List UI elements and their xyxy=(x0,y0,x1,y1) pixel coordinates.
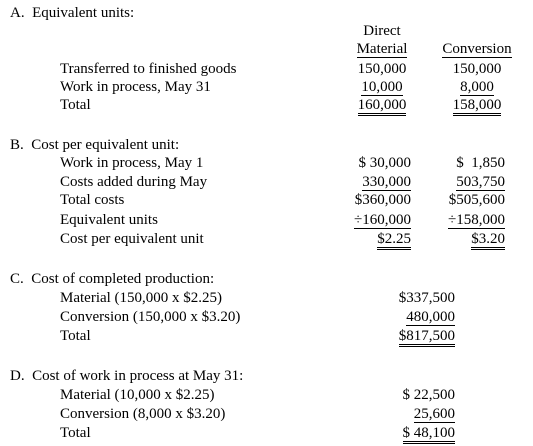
row-value: ÷158,000 xyxy=(448,212,505,228)
row-label: Material (10,000 x $2.25) xyxy=(60,387,215,403)
row-label: Work in process, May 31 xyxy=(60,79,211,95)
row-value: 150,000 xyxy=(452,61,502,77)
section-c-heading: C. Cost of completed production: xyxy=(10,271,215,287)
col-header-direct: Direct xyxy=(363,23,401,39)
section-a-heading: A. Equivalent units: xyxy=(10,5,135,21)
section-b-heading: B. Cost per equivalent unit: xyxy=(10,137,180,153)
row-value: 160,000 xyxy=(340,98,424,113)
row-label: Total costs xyxy=(60,192,125,208)
row-label: Work in process, May 1 xyxy=(60,155,204,171)
section-d-heading: D. Cost of work in process at May 31: xyxy=(10,368,244,384)
row-value: $2.25 xyxy=(341,232,411,247)
row-value: $3.20 xyxy=(435,232,505,247)
row-value: 158,000 xyxy=(434,98,520,113)
row-value: 150,000 xyxy=(357,61,407,77)
row-label: Material (150,000 x $2.25) xyxy=(60,290,223,306)
row-label: Conversion (8,000 x $3.20) xyxy=(60,406,226,422)
row-value: 330,000 xyxy=(362,174,411,190)
row-value: $ 30,000 xyxy=(358,155,411,171)
row-label: Cost per equivalent unit xyxy=(60,231,204,247)
row-label: Equivalent units xyxy=(60,212,158,228)
row-value: ÷160,000 xyxy=(354,212,411,228)
row-label: Costs added during May xyxy=(60,174,208,190)
row-label: Total xyxy=(60,97,91,113)
col-header-conversion: Conversion xyxy=(442,41,512,57)
col-header-material: Material xyxy=(356,41,408,57)
row-value: 503,750 xyxy=(456,174,505,190)
row-value: 480,000 xyxy=(406,309,455,325)
row-label: Transferred to finished goods xyxy=(60,61,237,77)
row-value: 8,000 xyxy=(460,79,494,95)
row-label: Total xyxy=(60,425,91,441)
row-value: $ 22,500 xyxy=(402,387,455,403)
row-value: $817,500 xyxy=(385,329,455,344)
row-value: $337,500 xyxy=(398,290,455,306)
row-value: $360,000 xyxy=(354,192,411,208)
row-value: 10,000 xyxy=(361,79,403,95)
row-value: $ 48,100 xyxy=(385,426,455,441)
row-label: Total xyxy=(60,328,91,344)
row-label: Conversion (150,000 x $3.20) xyxy=(60,309,241,325)
row-value: $ 1,850 xyxy=(456,155,505,171)
row-value: $505,600 xyxy=(448,192,505,208)
row-value: 25,600 xyxy=(413,406,455,422)
